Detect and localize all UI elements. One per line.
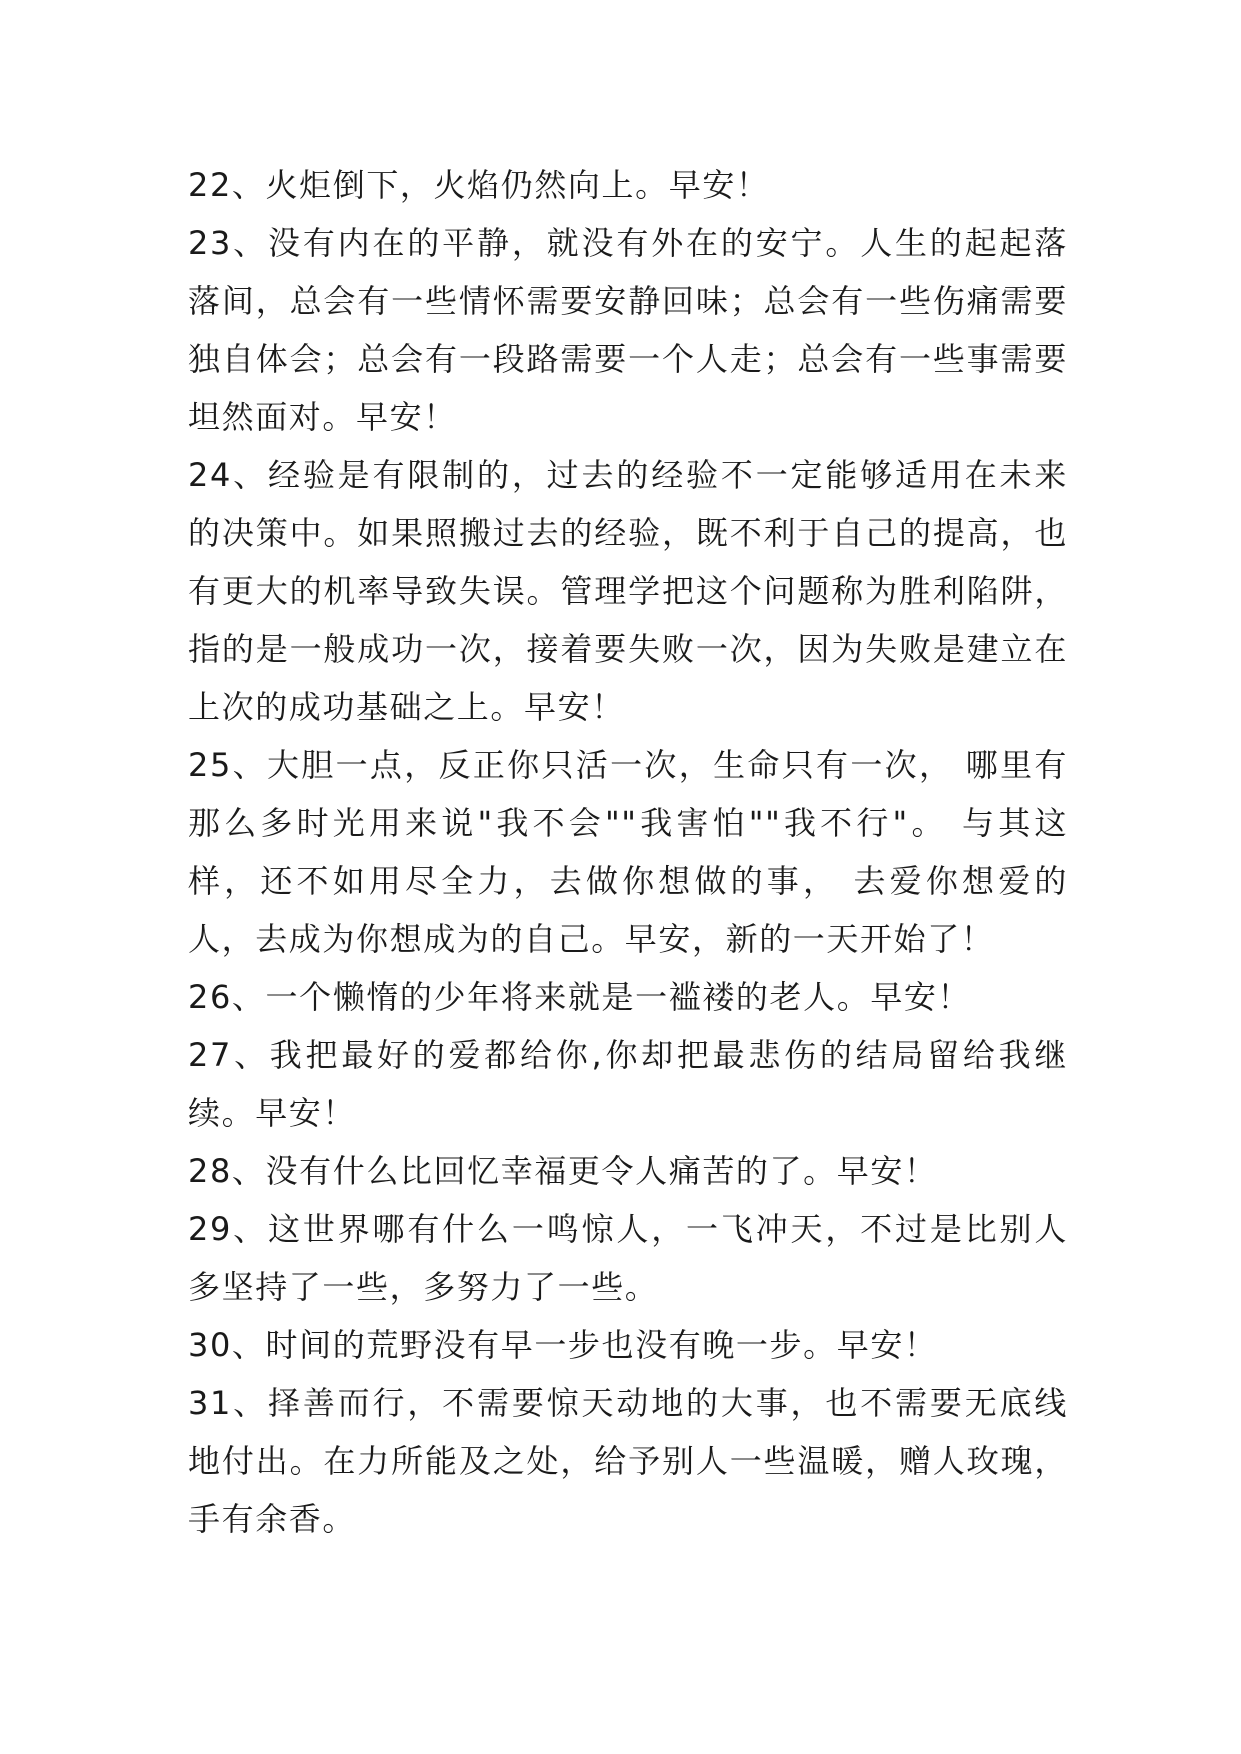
quote-24: 24、经验是有限制的，过去的经验不一定能够适用在未来的决策中。如果照搬过去的经验，既不利于自己的提高，也有更大的机率导致失误。管理学把这个问题称为胜利陷阱，指的是一般成功一次，接着要失败一次，因为失败是建立在上次的成功基础之上。早安！: [188, 456, 1068, 726]
document-body: [188, 156, 1068, 1548]
quote-23: 23、没有内在的平静，就没有外在的安宁。人生的起起落落间，总会有一些情怀需要安静回味；总会有一些伤痛需要独自体会；总会有一段路需要一个人走；总会有一些事需要坦然面对。早安！: [188, 224, 1068, 436]
quote-26: 26、一个懒惰的少年将来就是一褴褛的老人。早安！: [188, 978, 972, 1016]
quote-31: 31、择善而行，不需要惊天动地的大事，也不需要无底线地付出。在力所能及之处，给予别人一些温暖，赠人玫瑰，手有余香。: [188, 1384, 1068, 1538]
quote-28: 28、没有什么比回忆幸福更令人痛苦的了。早安！: [188, 1152, 938, 1190]
quote-30: 30、时间的荒野没有早一步也没有晚一步。早安！: [188, 1326, 938, 1364]
quote-25: 25、大胆一点，反正你只活一次，生命只有一次， 哪里有那么多时光用来说"我不会""我害怕""我不行"。 与其这样，还不如用尽全力，去做你想做的事， 去爱你想爱的人，去成为你想成为的自己。早安，新的一天开始了！: [188, 746, 1068, 958]
quote-22: 22、火炬倒下，火焰仍然向上。早安！: [188, 166, 770, 204]
quote-27: 27、我把最好的爱都给你,你却把最悲伤的结局留给我继续。早安！: [188, 1036, 1068, 1132]
quote-29: 29、这世界哪有什么一鸣惊人，一飞冲天，不过是比别人多坚持了一些，多努力了一些。: [188, 1210, 1068, 1306]
